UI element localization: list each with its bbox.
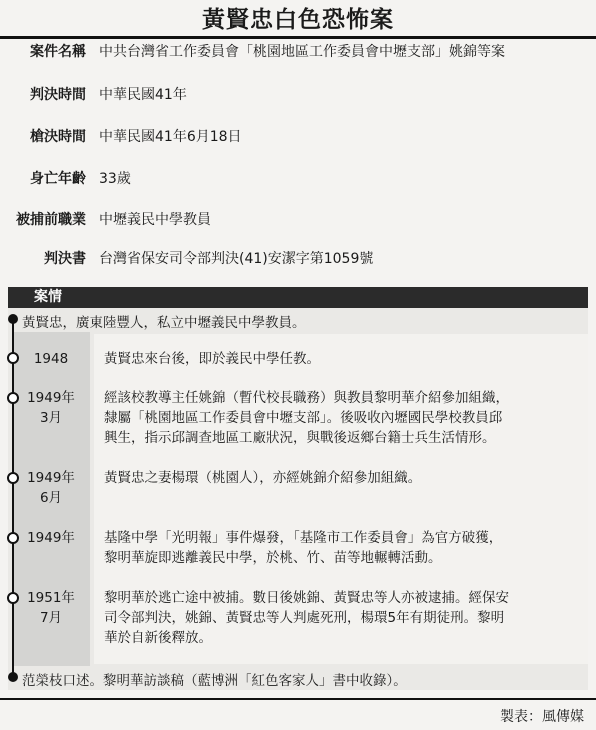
info-row-case-name <box>0 37 596 67</box>
event-date-line: 1949年 <box>27 470 75 486</box>
info-row-age <box>0 164 596 194</box>
event-text-line: 經該校教導主任姚錦（暫代校長職務）與教員黎明華介紹參加組織， <box>104 390 509 406</box>
event-text-line: 黃賢忠之妻楊環（桃園人），亦經姚錦介紹參加組織。 <box>104 470 422 486</box>
event-text <box>104 388 584 448</box>
event-text-line: 黃賢忠來台後，即於義民中學任教。 <box>104 351 320 367</box>
event-date-line: 6月 <box>39 490 63 506</box>
info-value: 台灣省保安司令部判決(41)安潔字第1059號 <box>99 251 374 267</box>
info-row-occupation <box>0 205 596 235</box>
bottom-divider <box>0 698 596 700</box>
info-label: 被捕前職業 <box>16 212 86 228</box>
info-row-verdict-document <box>0 244 596 274</box>
event-date <box>18 588 84 628</box>
info-row-verdict-time <box>0 80 596 110</box>
event-text-line: 黎明華旋即逃離義民中學，於桃、竹、苗等地輾轉活動。 <box>104 550 442 566</box>
timeline-bullet-icon <box>8 672 18 682</box>
event-text-line: 華於自新後釋放。 <box>104 630 212 646</box>
event-date-line: 1951年 <box>27 590 75 606</box>
case-section-title: 案情 <box>34 289 62 305</box>
info-row-execution-time <box>0 122 596 152</box>
info-label: 槍決時間 <box>30 129 86 145</box>
event-text-line: 興生，指示邱調查地區工廠狀況，與戰後返鄉台籍士兵生活情形。 <box>104 430 496 446</box>
event-date-line: 1949年 <box>27 530 75 546</box>
event-date-line: 1948 <box>33 351 69 367</box>
info-value: 中共台灣省工作委員會「桃園地區工作委員會中壢支部」姚錦等案 <box>99 44 505 60</box>
timeline-bullet-icon <box>8 314 18 324</box>
event-date-line: 1949年 <box>27 390 75 406</box>
event-text <box>104 588 584 648</box>
case-source: 范榮枝口述。黎明華訪談稿（藍博洲「紅色客家人」書中收錄）。 <box>22 673 407 689</box>
event-text <box>104 528 584 568</box>
event-date-line: 3月 <box>39 410 63 426</box>
info-value: 中華民國41年 <box>99 87 187 103</box>
event-date <box>18 528 84 548</box>
case-section-header <box>8 287 588 308</box>
event-date <box>18 468 84 508</box>
info-value: 中華民國41年6月18日 <box>99 129 242 145</box>
info-label: 身亡年齡 <box>30 171 86 187</box>
info-label: 案件名稱 <box>30 44 86 60</box>
event-date <box>18 349 84 369</box>
event-text-line: 隸屬「桃園地區工作委員會中壢支部」。後吸收內壢國民學校教員邱 <box>104 410 503 426</box>
credit-label: 製表：風傳媒 <box>500 709 584 725</box>
timeline-line <box>12 318 14 678</box>
info-label: 判決時間 <box>30 87 86 103</box>
info-value: 中壢義民中學教員 <box>99 212 211 228</box>
info-value: 33歲 <box>99 171 131 187</box>
event-text <box>104 349 584 369</box>
event-text-line: 司令部判決，姚錦、黃賢忠等人判處死刑，楊環5年有期徒刑。黎明 <box>104 610 505 626</box>
event-text <box>104 468 584 488</box>
info-label: 判決書 <box>44 251 86 267</box>
event-text-line: 基隆中學「光明報」事件爆發，「基隆市工作委員會」為官方破獲， <box>104 530 503 546</box>
event-text-line: 黎明華於逃亡途中被捕。數日後姚錦、黃賢忠等人亦被逮捕。經保安 <box>104 590 509 606</box>
case-intro: 黃賢忠，廣東陸豐人，私立中壢義民中學教員。 <box>22 315 306 331</box>
page-title: 黃賢忠白色恐怖案 <box>202 7 394 33</box>
event-date-line: 7月 <box>39 610 63 626</box>
event-date <box>18 388 84 428</box>
